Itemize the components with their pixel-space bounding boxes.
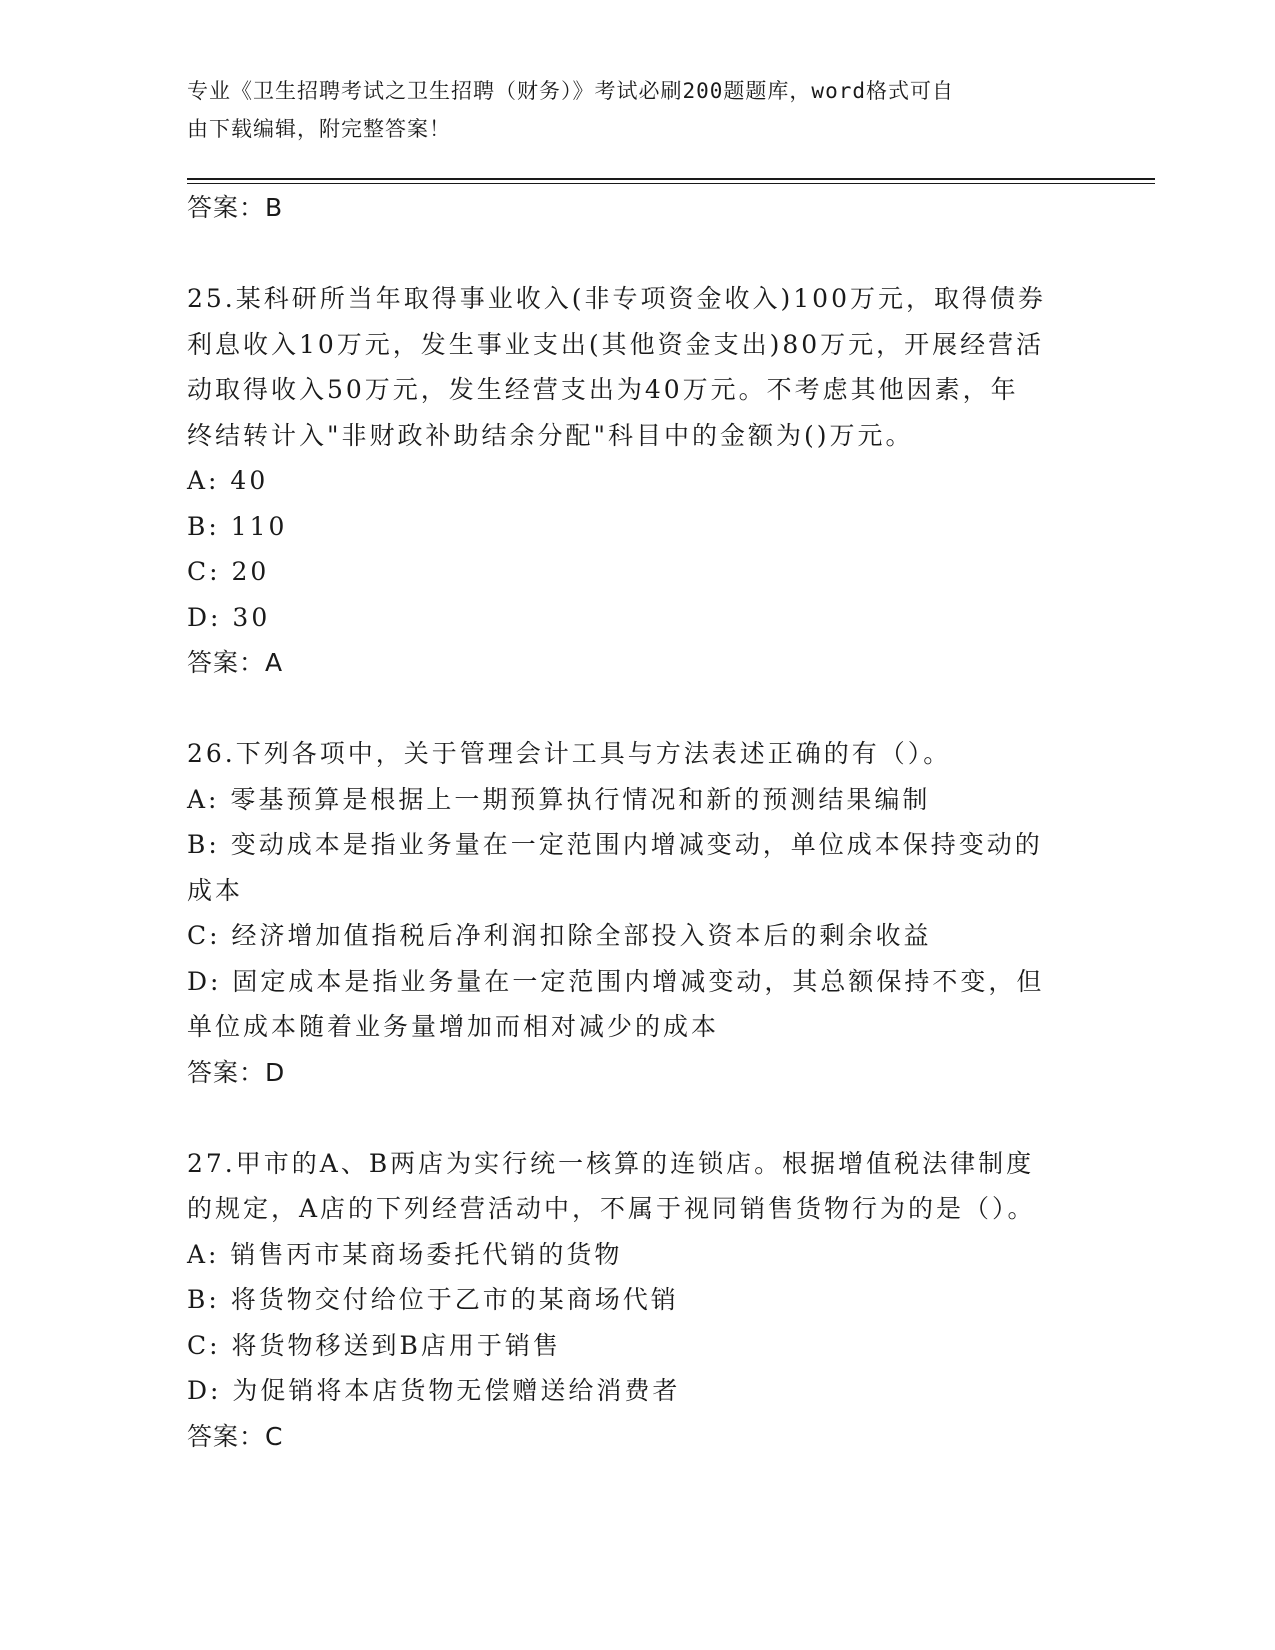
spacer: [187, 231, 1087, 277]
spacer: [187, 1095, 1087, 1141]
question-text-line: 25.某科研所当年取得事业收入(非专项资金收入)100万元，取得债券: [187, 284, 1046, 313]
option-c: C: 20: [187, 557, 270, 586]
question-26: [187, 731, 1087, 1095]
answer: 答案：C: [187, 1421, 284, 1451]
spacer: [187, 686, 1087, 732]
question-text-line: 动取得收入50万元，发生经营支出为40万元。不考虑其他因素，年: [187, 375, 1019, 404]
question-text-line: 利息收入10万元，发生事业支出(其他资金支出)80万元，开展经营活: [187, 329, 1045, 359]
header-rule-thick: [187, 178, 1155, 180]
option-c: C: 经济增加值指税后净利润扣除全部投入资本后的剩余收益: [187, 921, 932, 950]
option-b-continued: 成本: [187, 875, 244, 905]
option-b: B: 变动成本是指业务量在一定范围内增减变动，单位成本保持变动的: [187, 830, 1043, 859]
option-b: B: 110: [187, 511, 288, 541]
previous-answer: 答案：B: [187, 193, 284, 222]
option-b: B: 将货物交付给位于乙市的某商场代销: [187, 1285, 679, 1314]
option-a: A: 销售丙市某商场委托代销的货物: [187, 1239, 623, 1269]
answer: 答案：D: [187, 1057, 286, 1087]
header-line-1: 专业《卫生招聘考试之卫生招聘（财务）》考试必刷200题题库，word格式可自: [187, 79, 954, 103]
question-27: [187, 1141, 1087, 1460]
option-c: C: 将货物移送到B店用于销售: [187, 1330, 561, 1360]
option-a: A: 零基预算是根据上一期预算执行情况和新的预测结果编制: [187, 784, 931, 814]
document-body: [187, 185, 1087, 1459]
question-text-line: 终结转计入"非财政补助结余分配"科目中的金额为()万元。: [187, 420, 914, 450]
question-text-line: 27.甲市的A、B两店为实行统一核算的连锁店。根据增值税法律制度: [187, 1148, 1035, 1178]
page-header: [187, 72, 1087, 148]
question-text-line: 26.下列各项中，关于管理会计工具与方法表述正确的有（）。: [187, 739, 952, 768]
header-rule-thin: [187, 183, 1155, 184]
option-d: D: 30: [187, 602, 271, 632]
question-25: [187, 276, 1087, 686]
question-text-line: 的规定，A店的下列经营活动中，不属于视同销售货物行为的是（）。: [187, 1194, 1036, 1223]
answer: 答案：A: [187, 648, 284, 677]
header-line-2: 由下载编辑，附完整答案！: [187, 117, 451, 141]
option-d-continued: 单位成本随着业务量增加而相对减少的成本: [187, 1012, 720, 1041]
option-d: D: 固定成本是指业务量在一定范围内增减变动，其总额保持不变，但: [187, 966, 1045, 996]
option-d: D: 为促销将本店货物无偿赠送给消费者: [187, 1376, 681, 1405]
option-a: A: 40: [187, 466, 269, 495]
